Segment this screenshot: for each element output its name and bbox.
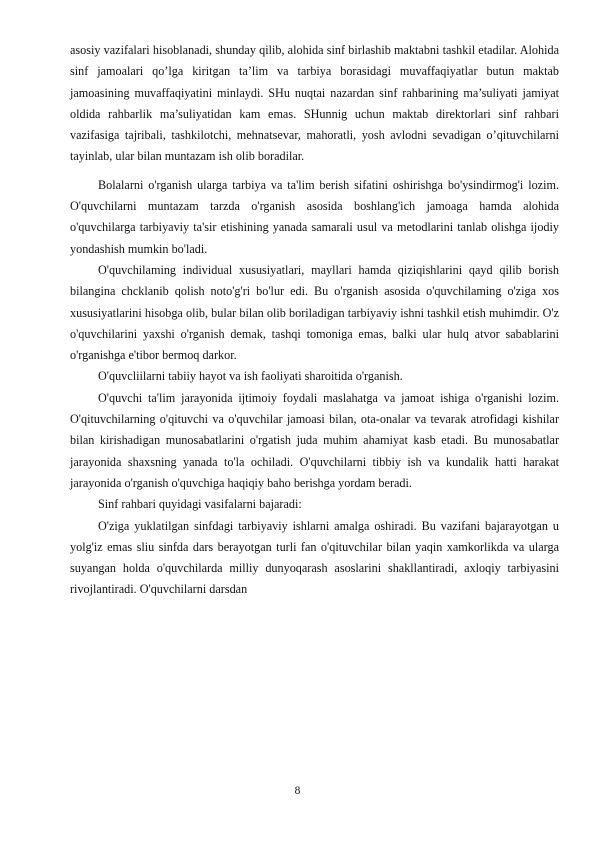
- paragraph-7: O'ziga yuklatilgan sinfdagi tarbiyaviy ishlarni amalga oshiradi. Bu vazifani bajarayotgan u yolg'iz emas sliu sinfda dars berayotgan turli fan o'qituvchilar bilan yaqin xamkorlikda va ularga suyangan holda o'quvchilarda milliy dunyoqarash asoslarini shakllantiradi, axloqiy tarbiyasini rivojlantiradi. O'quvchilarni darsdan: [70, 518, 559, 597]
- paragraph-1: asosiy vazifalari hisoblanadi, shunday qilib, alohida sinf birlashib maktabni tashkil etadilar. Alohida sinf jamoalari qo’lga kiritgan ta’lim va tarbiya borasidagi muvaffaqiyatlar butun maktab jamoasining muvaffaqiyatini minlaydi. SHu nuqtai nazardan sinf rahbarining ma’suliyati jamiyat oldida rahbarlik ma’suliyatidan kam emas. SHunnig uchun maktab direktorlari sinf rahbari vazifasiga tajribali, tashkilotchi, mehnatsevar, mahoratli, yosh avlodni sevadigan o’qituvchilarni tayinlab, ular bilan muntazam ish olib boradilar.: [70, 43, 559, 164]
- paragraph-6: Sinf rahbari quyidagi vasifalarni bajaradi:: [98, 497, 302, 512]
- body-text: [70, 40, 559, 601]
- page-number: 8: [294, 785, 301, 797]
- paragraph-4: O'quvcliilarni tabiiy hayot va ish faoliyati sharoitida o'rganish.: [98, 369, 403, 384]
- paragraph-5: O'quvchi ta'lim jarayonida ijtimoiy foydali maslahatga va jamoat ishiga o'rganishi lozim. O'qituvchilarning o'qituvchi va o'quvchilar jamoasi bilan, ota-onalar va tevarak atrofidagi kishilar bilan kirishadigan munosabatlarini o'rgatish juda muhim ahamiyat kasb etadi. Bu munosabatlar jarayonida shaxsning yanada to'la ochiladi. O'quvchilarni tibbiy ish va kundalik hatti harakat jarayonida o'rganish o'quvchiga haqiqiy baho berishga yordam beradi.: [70, 390, 559, 490]
- paragraph-3: O'quvchilaming individual xususiyatlari, mayllari hamda qiziqishlarini qayd qilib borish bilangina chcklanib qolish noto'g'ri bo'lur edi. Bu o'rganish asosida o'quvchilaming o'ziga xos xususiyatlarini hisobga olib, bular bilan olib boriladigan tarbiyaviy ishni tashkil etish muhimdir. O'z o'quvchilarini yaxshi o'rganish demak, tashqi tomoniga emas, balki ular hulq atvor sabablarini o'rganishga e'tibor bermoq darkor.: [70, 262, 559, 363]
- paragraph-2: Bolalarni o'rganish ularga tarbiya va ta'lim berish sifatini oshirishga bo'ysindirmog'i lozim. O'quvchilarni muntazam tarzda o'rganish asosida boshlang'ich jamoaga hamda alohida o'quvchilarga tarbiyaviy ta'sir etishining yanada samarali usul va metodlarini tanlab olishga ijodiy yondashish mumkin bo'ladi.: [70, 177, 559, 256]
